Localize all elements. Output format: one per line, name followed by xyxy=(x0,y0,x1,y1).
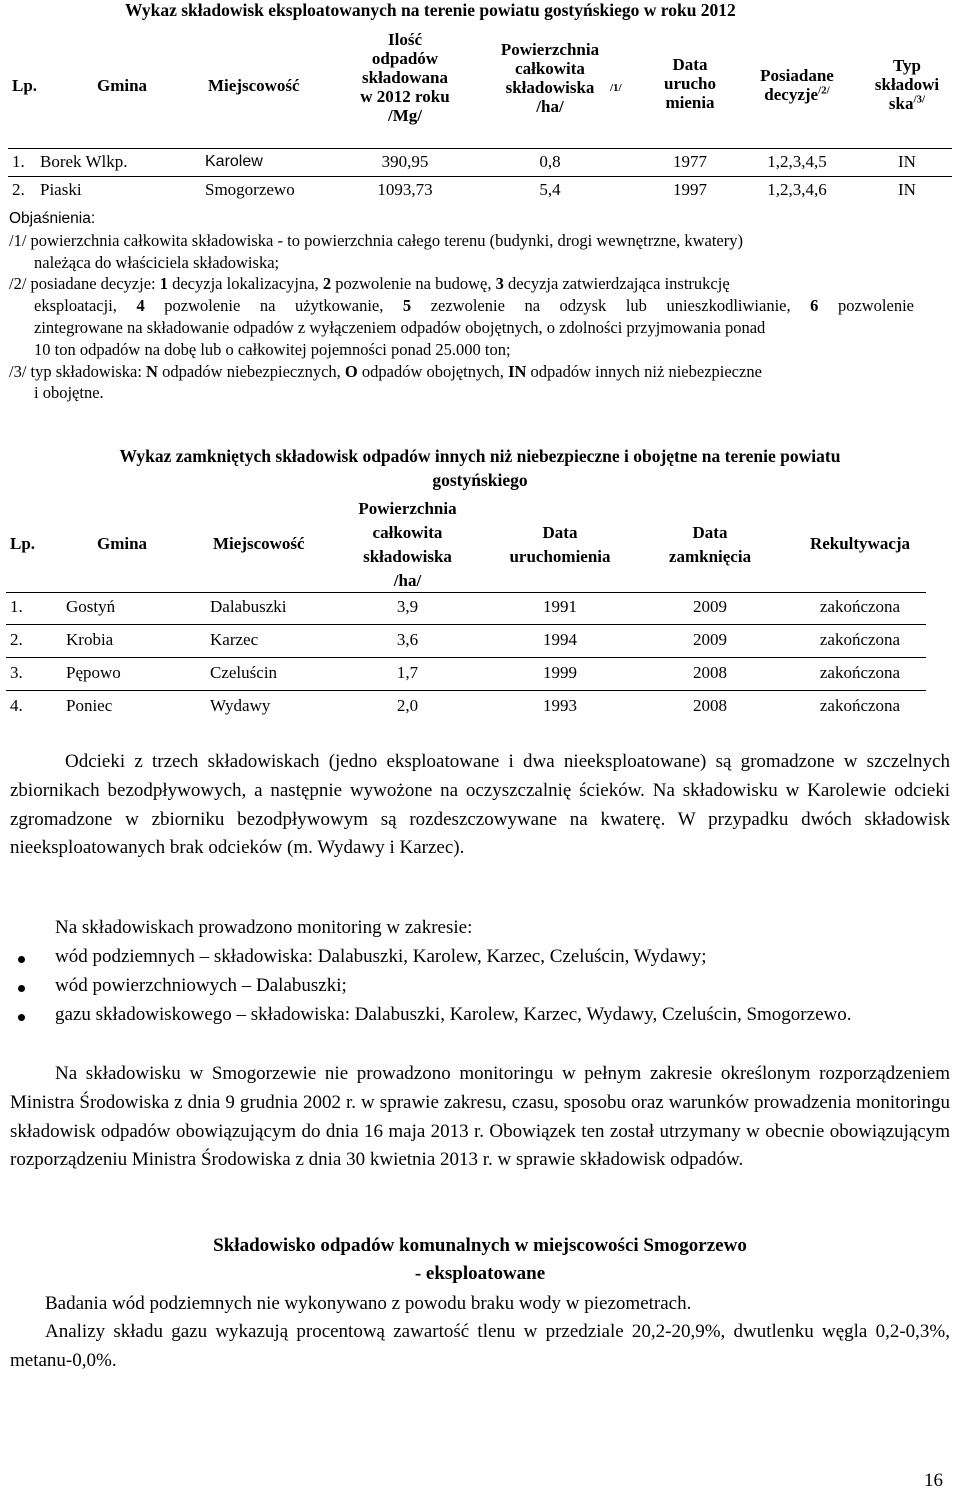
type-code: IN xyxy=(508,361,527,381)
header-line: Data xyxy=(542,523,578,542)
leachate-paragraph: Odcieki z trzech składowiskach (jedno eksploatowane i dwa nieeksploatowane) są gromadzone w szczelnych zbiornikach bezodpływowych, a następnie wywożone na oczyszczalnię ścieków. Na składowisku w Karolewie odcieki zgromadzone w zbiorniku bezodpływowym są rozdeszczowywane na kwaterę. W przypadku dwóch składowisk nieeksploatowanych brak odcieków (m. Wydawy i Karzec). xyxy=(10,751,950,859)
header-line: całkowita xyxy=(372,523,443,542)
decision-num: 2 xyxy=(322,274,332,294)
cell-rekultywacja: zakończona xyxy=(819,696,901,715)
type-text: odpadów obojętnych, xyxy=(357,361,509,381)
decision-text: pozwolenie na użytkowanie, xyxy=(144,296,403,316)
cell-data-uruch: 1993 xyxy=(543,696,577,715)
header-line: w 2012 roku xyxy=(360,87,450,106)
header-line: składowiska xyxy=(363,547,452,566)
decision-pre: eksploatacji, xyxy=(34,296,137,316)
note-3-cont: i obojętne. xyxy=(34,383,104,403)
bullet-icon xyxy=(18,956,25,963)
note-2 xyxy=(9,273,949,295)
header-line: składowiska xyxy=(505,78,595,97)
decision-text: decyzja lokalizacyjna, xyxy=(167,274,323,294)
table1-header-gmina: Gmina xyxy=(97,76,148,95)
cell-lp: 2. xyxy=(10,630,23,649)
table1-header-powierzchnia-sup: /1/ xyxy=(610,82,622,94)
cell-decyzje: 1,2,3,4,6 xyxy=(767,180,827,199)
header-line: całkowita xyxy=(515,59,585,78)
note-2-cont: zintegrowane na składowanie odpadów z wyłączeniem odpadów obojętnych, o zdolności przyjmowania ponad xyxy=(34,317,766,337)
table1-header-typ xyxy=(862,56,952,113)
header-line xyxy=(862,94,952,113)
header-line: Powierzchnia xyxy=(358,499,457,518)
header-line-text: decyzje xyxy=(764,85,819,104)
decision-num: 3 xyxy=(495,274,504,294)
header-line: zamknięcia xyxy=(668,547,752,566)
decision-num: 6 xyxy=(810,296,819,316)
header-line: /Mg/ xyxy=(388,106,422,125)
table1-header-rule xyxy=(8,148,952,149)
header-line: odpadów xyxy=(371,49,439,68)
table1-header-powierzchnia xyxy=(490,40,610,116)
header-line: składowana xyxy=(362,68,448,87)
cell-powierzchnia: 3,6 xyxy=(396,630,419,649)
table2-header-data-uruch xyxy=(490,521,630,569)
cell-gmina: Borek Wlkp. xyxy=(40,152,128,171)
bullet-icon xyxy=(18,1014,25,1021)
note-3-prefix: /3/ typ składowiska: xyxy=(9,361,147,381)
type-code: O xyxy=(344,361,358,381)
table2-header-rule xyxy=(6,592,926,593)
groundwater-paragraph: Badania wód podziemnych nie wykonywano z powodu braku wody w piezometrach. xyxy=(45,1293,692,1314)
type-text: odpadów niebezpiecznych, xyxy=(157,361,345,381)
header-line: Data xyxy=(672,55,708,74)
header-line-text: ska xyxy=(888,94,914,113)
cell-data-uruch: 1994 xyxy=(543,630,577,649)
cell-miejscowosc: Karzec xyxy=(210,630,259,649)
decision-text: decyzja zatwierdzająca instrukcję xyxy=(503,274,730,294)
gas-analysis-paragraph: Analizy składu gazu wykazują procentową zawartość tlenu w przedziale 20,2-20,9%, dwutlenku węgla 0,2-0,3%, metanu-0,0%. xyxy=(10,1321,950,1371)
header-line xyxy=(737,85,857,104)
table1-header-ilosc xyxy=(345,30,465,125)
section-title xyxy=(0,1232,960,1288)
cell-data: 1977 xyxy=(673,152,707,171)
cell-lp: 3. xyxy=(10,663,23,682)
header-line: Data xyxy=(692,523,728,542)
cell-ilosc: 1093,73 xyxy=(377,180,433,199)
table2-title xyxy=(0,444,960,492)
cell-data: 1997 xyxy=(673,180,707,199)
cell-decyzje: 1,2,3,4,5 xyxy=(767,152,827,171)
list-item: wód powierzchniowych – Dalabuszki; xyxy=(55,975,347,996)
table2-row-rule xyxy=(6,624,926,625)
table1-header-data xyxy=(650,55,730,112)
list-item: gazu składowiskowego – składowiska: Dalabuszki, Karolew, Karzec, Wydawy, Czeluścin, Smogorzewo. xyxy=(55,1004,852,1025)
footnote-marker: /3/ xyxy=(913,93,926,106)
table2-row-rule xyxy=(6,657,926,658)
monitoring-paragraph: Na składowisku w Smogorzewie nie prowadzono monitoringu w pełnym zakresie określonym rozporządzeniem Ministra Środowiska z dnia 9 grudnia 2002 r. w sprawie zakresu, czasu, sposobu oraz warunków prowadzenia monitoringu składowisk odpadów obowiązującym do dnia 16 maja 2013 r. Obowiązek ten został utrzymany w obecnie obowiązującym rozporządzeniu Ministra Środowiska z dnia 30 kwietnia 2013 r. w sprawie składowisk odpadów. xyxy=(10,1063,950,1171)
footnote-marker: /2/ xyxy=(818,84,830,97)
cell-miejscowosc: Wydawy xyxy=(210,696,271,715)
table2-header-rekultywacja: Rekultywacja xyxy=(809,534,911,553)
list-item: wód podziemnych – składowiska: Dalabuszki, Karolew, Karzec, Czeluścin, Wydawy; xyxy=(55,946,707,967)
header-line: Ilość xyxy=(388,30,422,49)
cell-gmina: Pępowo xyxy=(66,663,121,682)
table2-header-gmina: Gmina xyxy=(97,534,148,553)
note-1-cont: należąca do właściciela składowiska; xyxy=(34,252,280,272)
header-line: składowi xyxy=(874,75,940,94)
notes-heading: Objaśnienia: xyxy=(9,210,96,227)
cell-gmina: Krobia xyxy=(66,630,114,649)
note-2-cont: 10 ton odpadów na dobę lub o całkowitej pojemności ponad 25.000 ton; xyxy=(34,339,511,359)
table1-header-miejscowosc: Miejscowość xyxy=(208,76,300,95)
type-text: odpadów innych niż niebezpieczne xyxy=(526,361,762,381)
bullet-icon xyxy=(18,985,25,992)
cell-miejscowosc: Smogorzewo xyxy=(205,180,295,199)
monitoring-intro: Na składowiskach prowadzono monitoring w zakresie: xyxy=(55,917,473,938)
cell-data-uruch: 1991 xyxy=(543,597,577,616)
note-2-prefix: /2/ posiadane decyzje: xyxy=(9,274,160,294)
cell-powierzchnia: 2,0 xyxy=(396,696,419,715)
cell-powierzchnia: 0,8 xyxy=(539,152,561,171)
cell-data-zamk: 2009 xyxy=(693,597,727,616)
cell-data-uruch: 1999 xyxy=(543,663,577,682)
cell-rekultywacja: zakończona xyxy=(819,597,901,616)
table2-header-powierzchnia xyxy=(340,497,475,593)
cell-data-zamk: 2008 xyxy=(693,696,727,715)
cell-miejscowosc: Dalabuszki xyxy=(210,597,287,616)
cell-typ: IN xyxy=(898,180,916,199)
cell-gmina: Gostyń xyxy=(66,597,116,616)
header-line: /ha/ xyxy=(393,571,422,590)
header-line: urucho xyxy=(664,74,716,93)
cell-lp: 4. xyxy=(10,696,23,715)
table2-header-data-zamk xyxy=(640,521,780,569)
table1-header-posiadane xyxy=(737,66,857,104)
table1-row-rule xyxy=(8,176,952,177)
note-2-cont xyxy=(9,295,914,317)
cell-rekultywacja: zakończona xyxy=(819,663,901,682)
cell-lp: 1. xyxy=(12,152,25,171)
page-number: 16 xyxy=(924,1470,943,1491)
cell-miejscowosc: Karolew xyxy=(205,153,263,170)
section-title-line: - eksploatowane xyxy=(414,1263,546,1284)
table2-header-lp: Lp. xyxy=(10,534,36,553)
header-line: mienia xyxy=(665,93,715,112)
cell-typ: IN xyxy=(898,152,916,171)
table1-title: Wykaz składowisk eksploatowanych na terenie powiatu gostyńskiego w roku 2012 xyxy=(125,0,736,20)
note-1: /1/ powierzchnia całkowita składowiska - to powierzchnia całego terenu (budynki, drogi wewnętrzne, kwatery) xyxy=(9,230,743,250)
note-3 xyxy=(9,361,949,383)
cell-lp: 2. xyxy=(12,180,25,199)
section-title-line: Składowisko odpadów komunalnych w miejscowości Smogorzewo xyxy=(213,1235,747,1256)
table2-title-line: gostyńskiego xyxy=(432,470,528,490)
cell-gmina: Piaski xyxy=(40,180,82,199)
type-code: N xyxy=(146,361,158,381)
table2-header-miejscowosc: Miejscowość xyxy=(213,534,305,553)
header-line: /ha/ xyxy=(536,97,564,116)
cell-gmina: Poniec xyxy=(66,696,113,715)
header-line: uruchomienia xyxy=(509,547,611,566)
cell-data-zamk: 2008 xyxy=(693,663,727,682)
header-line: Posiadane xyxy=(760,66,834,85)
table1-header-lp: Lp. xyxy=(12,76,38,95)
cell-data-zamk: 2009 xyxy=(693,630,727,649)
header-line: Powierzchnia xyxy=(500,40,600,59)
cell-powierzchnia: 3,9 xyxy=(396,597,419,616)
cell-rekultywacja: zakończona xyxy=(819,630,901,649)
decision-text: pozwolenie xyxy=(818,296,914,316)
cell-powierzchnia: 5,4 xyxy=(539,180,561,199)
decision-num: 5 xyxy=(402,296,412,316)
notes-block xyxy=(9,208,949,404)
decision-text: pozwolenie na budowę, xyxy=(331,274,496,294)
decision-num: 1 xyxy=(159,274,168,294)
table2-title-line: Wykaz zamkniętych składowisk odpadów innych niż niebezpieczne i obojętne na terenie powiatu xyxy=(119,446,841,466)
decision-text: zezwolenie na odzysk lub unieszkodliwianie, xyxy=(411,296,811,316)
decision-num: 4 xyxy=(136,296,145,316)
cell-lp: 1. xyxy=(10,597,23,616)
cell-ilosc: 390,95 xyxy=(381,152,429,171)
cell-powierzchnia: 1,7 xyxy=(396,663,419,682)
table2-row-rule xyxy=(6,690,926,691)
header-line: Typ xyxy=(892,56,922,75)
cell-miejscowosc: Czeluścin xyxy=(210,663,278,682)
